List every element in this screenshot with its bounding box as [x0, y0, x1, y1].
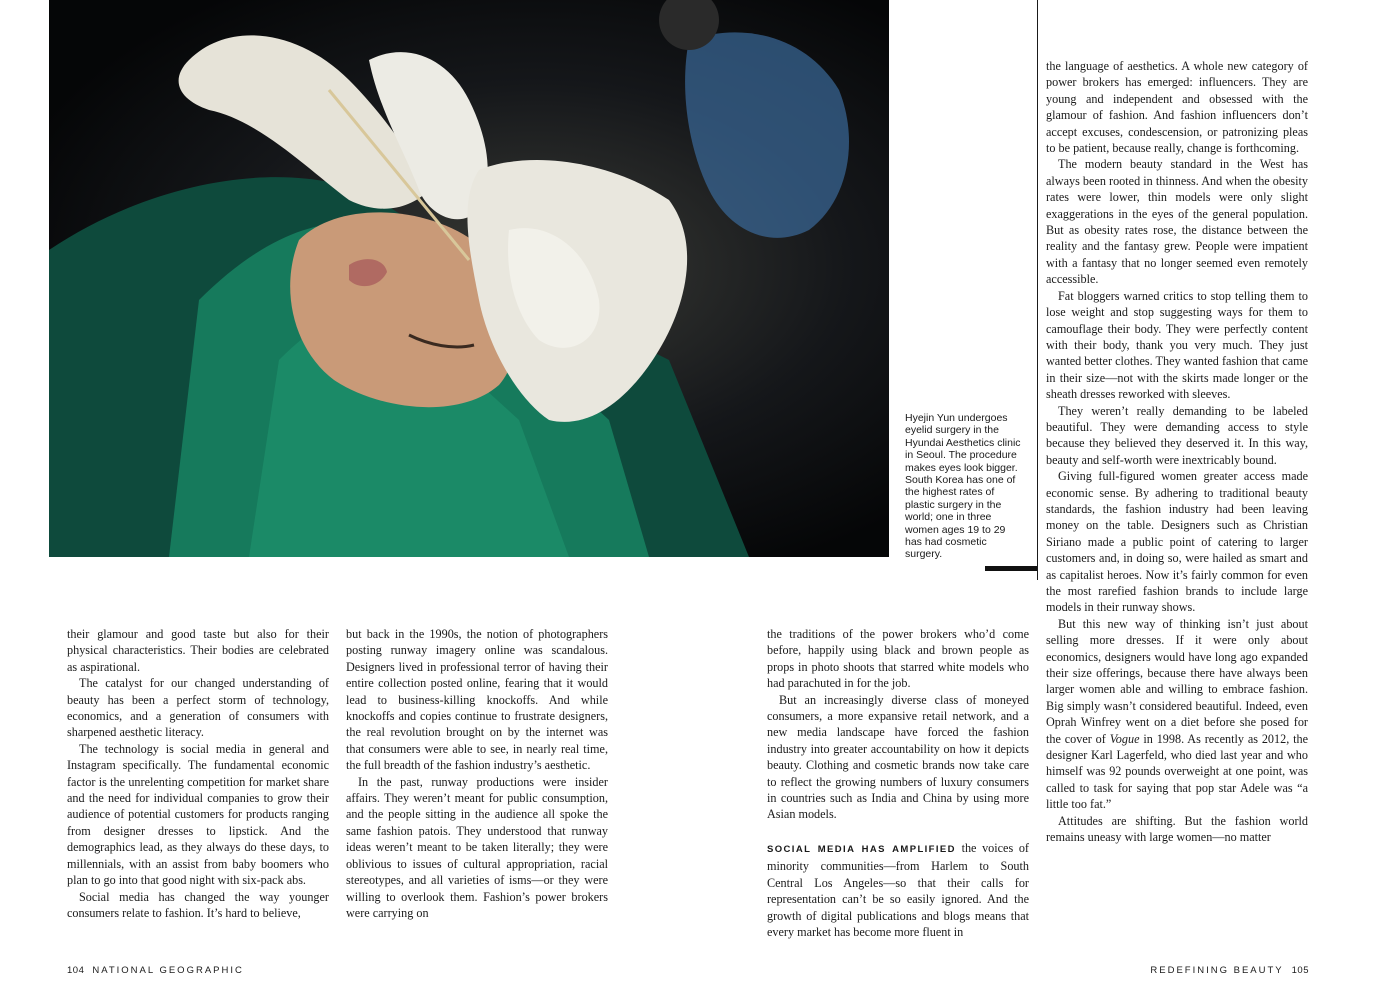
- paragraph: But an increasingly diverse class of moneyed consumers, a more expansive retail network, and a new media landscape have forced the fashion industry into greater accountability on how it depicts beauty. Clothing and cosmetic brands now take care to reflect the growing numbers of luxury consumers in countries such as India and China by using more Asian models.: [767, 692, 1029, 822]
- paragraph: They weren’t really demanding to be labeled beautiful. They were demanding access to style because they believed they deserved it. In this way, beauty and self-worth were inextricably bound.: [1046, 403, 1308, 467]
- footer-right: [1150, 965, 1309, 976]
- page-number-left: 104: [67, 965, 85, 976]
- magazine-title: Vogue: [1109, 731, 1140, 746]
- article-title: REDEFINING BEAUTY: [1150, 965, 1284, 976]
- paragraph: Social media has changed the way younger consumers relate to fashion. It’s hard to believe,: [67, 889, 329, 920]
- text-column-2: [346, 626, 608, 921]
- surgery-photo: [49, 0, 889, 557]
- text-column-1: [67, 626, 329, 921]
- paragraph: the traditions of the power brokers who’d come before, happily using black and brown people as props in photo shoots that starred white models who had parachuted in for the job.: [767, 627, 1029, 691]
- paragraph: [1046, 616, 1308, 813]
- publication-title: NATIONAL GEOGRAPHIC: [92, 965, 244, 976]
- surgery-photo-illustration: [49, 0, 889, 557]
- paragraph: In the past, runway productions were insider affairs. They weren’t meant for public consumption, and the people sitting in the audience all spoke the same fashion patois. They understood that runway ideas weren’t meant to be taken literally; they were oblivious to issues of cultural appropriation, racial stereotypes, and all varieties of isms—or they were willing to overlook them. Fashion’s power brokers were carrying on: [346, 774, 608, 920]
- paragraph: Fat bloggers warned critics to stop telling them to lose weight and stop suggesting ways for them to camouflage their body. They were perfectly content with their body, thank you very much. They just wanted better clothes. They wanted fashion that came in their size—not with the skirts made longer or the sheath dresses reworked with sleeves.: [1046, 288, 1308, 402]
- text-column-3: [767, 626, 1029, 940]
- paragraph: Attitudes are shifting. But the fashion world remains uneasy with large women—no matter: [1046, 813, 1308, 845]
- photo-caption: Hyejin Yun undergoes eyelid surgery in the Hyundai Aesthetics clinic in Seoul. The procedure makes eyes look bigger. South Korea has one of the highest rates of plastic surgery in the world; one in three women ages 19 to 29 has had cosmetic surgery.: [905, 412, 1021, 561]
- caption-rule: [985, 566, 1037, 571]
- page-number-right: 105: [1291, 965, 1309, 976]
- paragraph-text: in 1998. As recently as 2012, the designer Karl Lagerfeld, who died last year and who himself was 92 pounds overweight at one point, was called to task for saying that pop star Adele was “a little too fat.”: [1046, 731, 1309, 812]
- paragraph: The technology is social media in general and Instagram specifically. The fundamental economic factor is the unrelenting competition for market share and the need for individual companies to grow their audience of potential customers for products ranging from designer dresses to lipstick. And the demographics lead, as they always do these days, to millennials, with an assist from baby boomers who plan to go into that good night with six-pack abs.: [67, 741, 329, 888]
- paragraph: The catalyst for our changed understanding of beauty has been a perfect storm of technology, economics, and a generation of consumers with sharpened aesthetic literacy.: [67, 676, 329, 740]
- footer-left: [67, 965, 244, 976]
- section-lead-in: SOCIAL MEDIA HAS AMPLIFIED: [767, 843, 956, 855]
- section-lead-in-rest: the voices of minority communities—from Harlem to South Central Los Angeles—so that their calls for representation can’t be so easily ignored. And the growth of digital publications and blogs means that every market has become more fluent in: [767, 840, 1029, 939]
- text-column-4: [1046, 58, 1308, 846]
- paragraph: the language of aesthetics. A whole new category of power brokers has emerged: influencers. They are young and independent and obsessed with the glamour of fashion. And fashion influencers don’t accept excuses, condescension, or patronizing pleas to be patient, because really, change is forthcoming.: [1046, 59, 1308, 156]
- section-paragraph: [767, 840, 1029, 940]
- paragraph-text: But this new way of thinking isn’t just about selling more dresses. If it were only about economics, designers would have long ago expanded their size offerings, because there have always been larger women able and willing to embrace fashion. Big simply wasn’t considered beautiful. Indeed, even Oprah Winfrey went on a diet before she posed for the cover of: [1046, 616, 1308, 746]
- paragraph: but back in the 1990s, the notion of photographers posting runway imagery online was scandalous. Designers lived in professional terror of having their entire collection posted online, fearing that it would lead to business-killing knockoffs. And while knockoffs and copies continue to frustrate designers, the real revolution brought on by the internet was that consumers were able to see, in nearly real time, the full breadth of the fashion industry’s aesthetic.: [346, 627, 608, 773]
- paragraph: Giving full-figured women greater access made economic sense. By adhering to traditional beauty standards, the fashion industry had been leaving money on the table. Designers such as Christian Siriano made a public point of catering to larger customers and, in doing so, were hailed as smart and as capitalist heroes. Now it’s fairly common for even the most rarefied fashion brands to include large models in their runway shows.: [1046, 469, 1308, 615]
- gutter-divider: [1037, 0, 1038, 580]
- paragraph: their glamour and good taste but also for their physical characteristics. Their bodies are celebrated as aspirational.: [67, 627, 329, 674]
- paragraph: The modern beauty standard in the West has always been rooted in thinness. And when the obesity rates were lower, thin models were only slight exaggerations in the eyes of the general population. But as obesity rates rose, the distance between the reality and the fantasy grew. People were impatient with a fantasy that no longer seemed even remotely accessible.: [1046, 157, 1308, 287]
